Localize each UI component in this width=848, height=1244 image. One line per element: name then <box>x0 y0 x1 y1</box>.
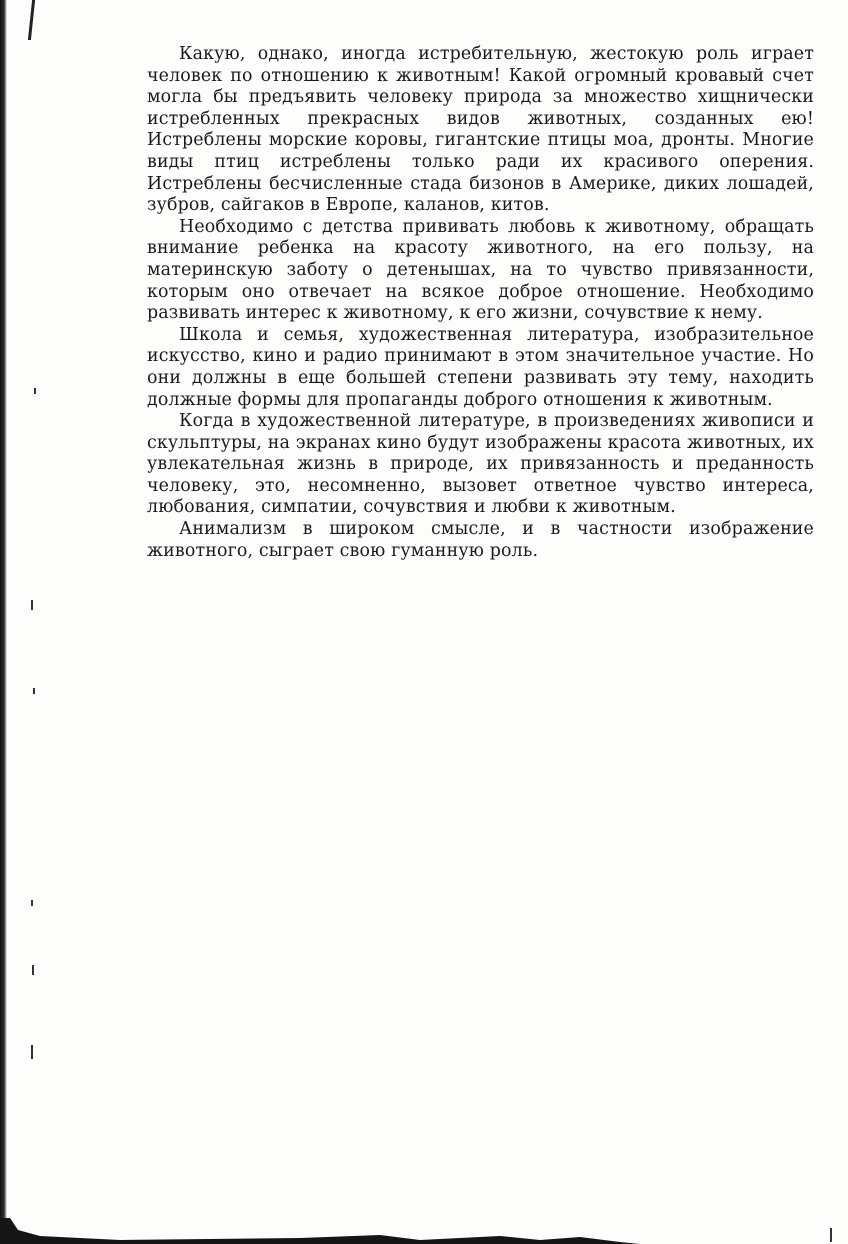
scan-speck <box>34 388 36 394</box>
paragraph: Анимализм в широком смысле, и в частности изображение животного, сыграет свою гуманную роль. <box>147 519 814 561</box>
paragraph: Какую, однако, иногда истребительную, жестокую роль играет человек по отношению к животным! Какой огромный кровавый счет могла бы предъявить человеку природа за множество хищнически истребленных прекрасных видов животных, созданных ею! Истреблены морские коровы, гигантские птицы моа, дронты. Многие виды птиц истреблены только ради их красивого оперения. Истреблены бесчисленные стада бизонов в Америке, диких лошадей, зубров, сайгаков в Европе, каланов, китов. <box>147 44 814 216</box>
scan-mark-top <box>28 0 35 40</box>
scan-speck <box>32 965 34 975</box>
scan-speck <box>31 1045 33 1059</box>
scan-edge-bottom <box>0 1218 848 1244</box>
paragraph: Необходимо с детства прививать любовь к животному, обращать внимание ребенка на красоту животного, на его пользу, на материнскую заботу о детенышах, на то чувство привязанности, которым оно отвечает на всякое доброе отношение. Необходимо развивать интерес к животному, к его жизни, сочувствие к нему. <box>147 216 814 324</box>
scan-edge-left <box>0 0 7 1244</box>
scan-speck <box>31 600 33 610</box>
body-text <box>147 44 814 562</box>
scan-speck <box>31 900 33 906</box>
paragraph: Школа и семья, художественная литература, изобразительное искусство, кино и радио принимают в этом значительное участие. Но они должны в еще большей степени развивать эту тему, находить должные формы для пропаганды доброго отношения к животным. <box>147 324 814 410</box>
scan-speck <box>33 688 35 694</box>
paragraph: Когда в художественной литературе, в произведениях живописи и скульптуры, на экранах кино будут изображены красота животных, их увлекательная жизнь в природе, их привязанность и преданность человеку, это, несомненно, вызовет ответное чувство интереса, любования, симпатии, сочувствия и любви к животным. <box>147 411 814 518</box>
